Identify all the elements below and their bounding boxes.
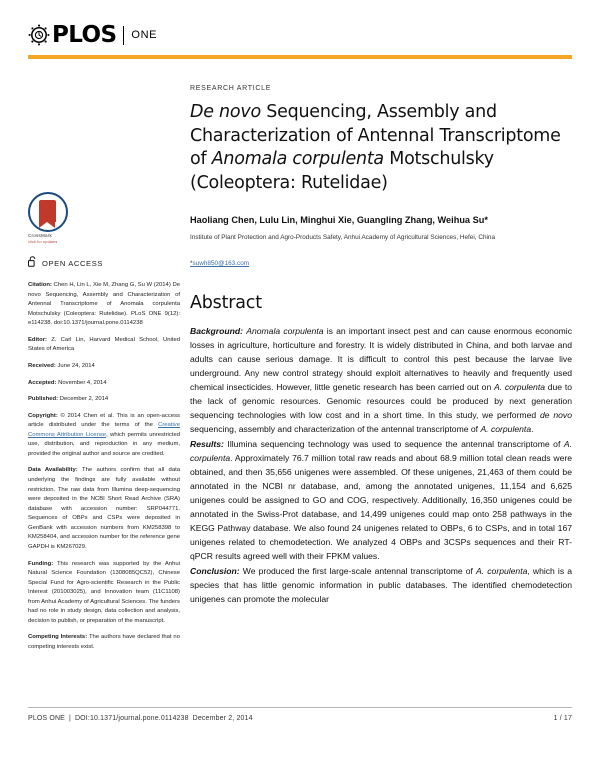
corresponding-author-email[interactable] (190, 260, 249, 267)
con-i1: A. (476, 565, 485, 576)
funding-text: This research was supported by the Anhui Natural Science Foundation (1308085QC52), Chinese Special Fund for Agro-scientific Research in the Public Interest (201003025), and Innovation team (11C1108) from Anhui Academy of Agricultural Sciences. The funders had no role in study design, data collection and analysis, decision to publish, or preparation of the manuscript. (28, 560, 180, 624)
open-lock-icon (28, 254, 37, 272)
footer-page-number: 1 / 17 (553, 715, 572, 722)
competing-interests-block (28, 633, 180, 652)
creative-commons-license-link[interactable]: Creative Commons Attribution License (28, 422, 180, 438)
title-part-de-novo: De novo (190, 102, 261, 122)
editor-label: Editor: (28, 336, 47, 343)
bg-s3: due to the lack of genomic resources. Genomic resources could be produced by next generation sequencing technologies with low cost and in a short time. In this study, we performed (190, 381, 573, 420)
page-title (190, 101, 572, 196)
bg-i2: A. corpulenta (493, 381, 545, 392)
page-footer (28, 715, 572, 722)
email-text: suwh850@163.com (192, 259, 250, 267)
res-i1: A. corpulenta (190, 438, 572, 463)
title-part-species: Anomala corpulenta (211, 149, 384, 170)
crossmark-title: CrossMark (28, 233, 53, 238)
crossmark-badge[interactable] (28, 192, 72, 244)
con-i2: corpulenta (487, 565, 528, 576)
abstract-results-paragraph (190, 437, 572, 563)
received-date: June 24, 2014 (55, 362, 95, 369)
bg-s5: . (531, 423, 534, 434)
citation-block (28, 281, 180, 329)
copyright-block (28, 412, 180, 460)
competing-interests-text: The authors have declared that no competing interests exist. (28, 634, 180, 650)
competing-interests-label: Competing Interests: (28, 634, 88, 641)
plos-wordmark: PLOS (52, 21, 117, 48)
plos-logo[interactable] (28, 22, 572, 48)
author-list: Haoliang Chen, Lulu Lin, Minghui Xie, Guangling Zhang, Weihua Su* (190, 214, 488, 225)
res-s1: Illumina sequencing technology was used to sequence the antennal transcriptome of (223, 438, 564, 449)
bg-i1: Anomala corpulenta (246, 325, 324, 336)
abstract-background-paragraph (190, 324, 572, 436)
masthead-accent-rule (28, 55, 572, 59)
editor-text: Z. Carl Lin, Harvard Medical School, United States of America (28, 336, 180, 353)
abstract-conclusion-paragraph (190, 564, 572, 606)
article-type-label: RESEARCH ARTICLE (190, 85, 272, 92)
results-label: Results: (190, 438, 224, 449)
copyright-text-after: , which permits unrestricted use, distribution, and reproduction in any medium, provided the original author and source are credited. (28, 431, 180, 457)
crossmark-book-icon (28, 192, 68, 232)
editor-block (28, 336, 180, 355)
footer-date: December 2, 2014 (192, 715, 253, 722)
background-label: Background: (190, 325, 243, 336)
corresponding-marker: * (190, 259, 193, 267)
title-part-4: Motschulsky (Coleoptera: Rutelidae) (190, 149, 494, 193)
open-access-badge (28, 254, 180, 272)
citation-label: Citation: (28, 282, 52, 288)
plos-sun-icon (28, 24, 50, 46)
open-access-label: OPEN ACCESS (42, 258, 104, 268)
accepted-label: Accepted: (28, 379, 57, 386)
copyright-text-before: © 2014 Chen et al. This is an open-access article distributed under the terms of the (28, 412, 180, 429)
crossmark-label (28, 233, 72, 244)
accepted-block (28, 379, 180, 389)
bg-s4: sequencing, assembly and characterization of the antennal transcriptome of (190, 423, 481, 434)
con-s1: We produced the first large-scale antennal transcriptome of (239, 565, 477, 576)
published-date: December 2, 2014 (58, 396, 109, 403)
data-availability-block (28, 466, 180, 552)
published-label: Published: (28, 396, 59, 403)
received-label: Received: (28, 362, 56, 369)
article-main-column (190, 85, 572, 607)
funding-block (28, 560, 180, 627)
masthead (28, 22, 572, 48)
copyright-label: Copyright: (28, 412, 58, 419)
affiliation: Institute of Plant Protection and Agro-Products Safety, Anhui Academy of Agricultural Sciences, Hefei, China (190, 234, 496, 242)
res-s2: . Approximately 76.7 million total raw reads and about 68.9 million total clean reads were obtained, and then 35,656 unigenes were assembled. Of these unigenes, 21,463 of them could be annotated in the NCBI nr database, and, among the annotated unigenes, 11,154 and 6,625 unigenes could be assigned to GO and COG, respectively. Additionally, 16,350 unigenes could be annotated in the Swiss-Prot database, and 14,499 unigenes could map onto 258 pathways in the KEGG Pathway database. We also found 24 unigenes related to OBPs, 6 to CSPs, and in total 167 unigenes related to chemodetection. We analyzed 4 OBPs and 3CSPs sequences and their RT-qPCR results agreed well with their FPKM values. (190, 452, 572, 561)
footer-divider (28, 707, 572, 708)
footer-citation (28, 715, 257, 722)
article-metadata-sidebar (28, 192, 180, 660)
bg-s2: is an important insect pest and can cause enormous economic losses in agriculture, horticulture and forestry. It is widely distributed in China, and both larvae and adults can cause serious damage. It is difficult to control this pest because the larvae live underground. Any new control strategy should exploit alternatives to heavily and frequently used chemical insecticides. However, little genetic research has been carried out on (190, 325, 573, 392)
footer-separator: | (69, 715, 71, 722)
con-s3: , which is a species that has little genomic information in public databases. The identified chemodetection unigenes can promote the molecular (190, 565, 572, 604)
bg-i3: de novo (539, 409, 572, 420)
title-part-2: Sequencing, Assembly and Characterization of Antennal Transcriptome of (190, 102, 561, 170)
masthead-divider (123, 26, 124, 45)
funding-label: Funding: (28, 560, 54, 567)
data-availability-label: Data Availability: (28, 467, 78, 474)
abstract-heading: Abstract (190, 292, 262, 313)
journal-name: ONE (131, 29, 158, 41)
citation-text: Chen H, Lin L, Xie M, Zhang G, Su W (2014) De novo Sequencing, Assembly and Characterization of Antennal Transcriptome of Anomala corpulenta Motschulsky (Coleoptera: Rutelidae). PLoS ONE 9(12): e114238. doi:10.1371/journal.pone.0114238 (28, 282, 180, 327)
footer-doi: DOI:10.1371/journal.pone.0114238 (74, 715, 189, 722)
data-availability-text: The authors confirm that all data underlying the findings are fully available without restriction. The raw data from Illumina deep-sequencing were deposited in the NCBI Short Read Archive (SRA) database with accession number: SRP044771. Sequences of OBPs and CSPs were deposited in GenBank with accession numbers from KM258398 to KM258404, and accession number for the reference gene GAPDH is KM267029. (28, 467, 181, 550)
published-block (28, 395, 180, 405)
crossmark-sublabel: click for updates (28, 239, 58, 244)
received-block (28, 362, 180, 372)
accepted-date: November 4, 2014 (56, 379, 107, 386)
conclusion-label: Conclusion: (190, 565, 240, 576)
footer-journal: PLOS ONE (28, 715, 65, 722)
bg-i4: A. corpulenta (480, 423, 532, 434)
